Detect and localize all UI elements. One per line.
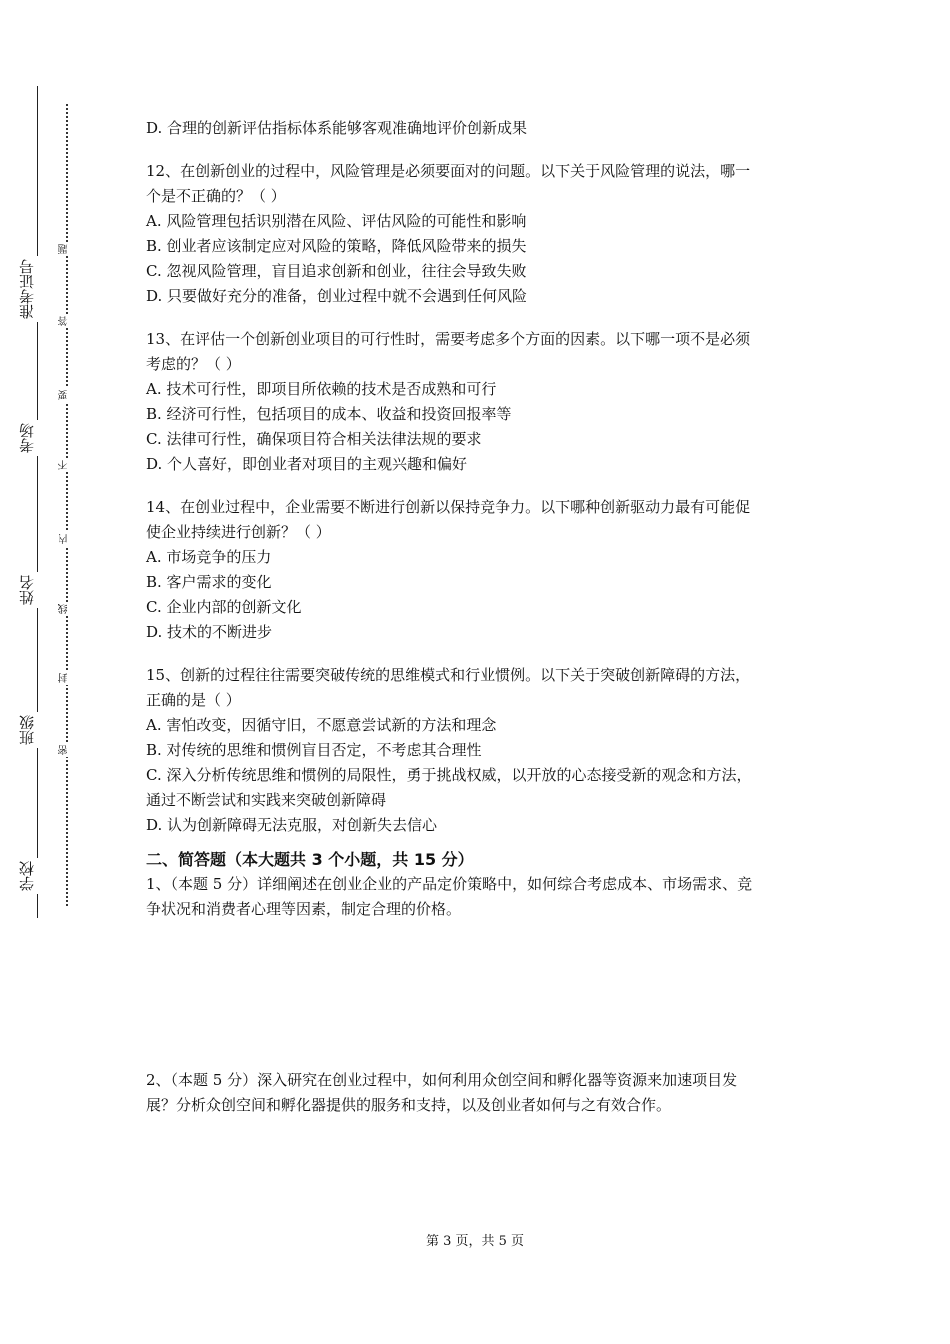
seal-char-ti: 题 <box>59 242 75 256</box>
option-a: A. 市场竞争的压力 <box>146 548 272 566</box>
option-c: C. 忽视风险管理，盲目追求创新和创业，往往会导致失败 <box>146 262 527 280</box>
question-stem: 正确的是（ ） <box>146 691 241 709</box>
option-a: A. 害怕改变，因循守旧，不愿意尝试新的方法和理念 <box>146 716 497 734</box>
question-11-tail <box>146 116 826 141</box>
option-b: B. 创业者应该制定应对风险的策略，降低风险带来的损失 <box>146 237 527 255</box>
margin-label-exam-room: 考场 <box>20 420 42 456</box>
option-c: C. 企业内部的创新文化 <box>146 598 302 616</box>
question-stem: 12、在创新创业的过程中，风险管理是必须要面对的问题。以下关于风险管理的说法，哪一 <box>146 162 751 180</box>
answer-space <box>146 922 826 1068</box>
option-a: A. 技术可行性，即项目所依赖的技术是否成熟和可行 <box>146 380 497 398</box>
question-stem: 展？分析众创空间和孵化器提供的服务和支持，以及创业者如何与之有效合作。 <box>146 1096 672 1114</box>
option-b: B. 经济可行性，包括项目的成本、收益和投资回报率等 <box>146 405 512 423</box>
question-stem: 使企业持续进行创新？（ ） <box>146 523 331 541</box>
question-12 <box>146 159 826 309</box>
seal-char-bu: 不 <box>59 458 75 472</box>
margin-label-name: 姓名 <box>20 572 42 608</box>
seal-char-feng: 封 <box>59 671 75 685</box>
seal-char-xian: 线 <box>59 602 75 616</box>
question-stem: 13、在评估一个创新创业项目的可行性时，需要考虑多个方面的因素。以下哪一项不是必须 <box>146 330 751 348</box>
question-stem: 争状况和消费者心理等因素，制定合理的价格。 <box>146 900 462 918</box>
exam-content <box>146 116 826 1118</box>
question-stem: 个是不正确的？（ ） <box>146 187 286 205</box>
option-c: C. 深入分析传统思维和惯例的局限性，勇于挑战权威，以开放的心态接受新的观念和方法， <box>146 766 752 784</box>
option-d: D. 认为创新障碍无法克服，对创新失去信心 <box>146 816 438 834</box>
question-stem: 14、在创业过程中，企业需要不断进行创新以保持竞争力。以下哪种创新驱动力最有可能促 <box>146 498 751 516</box>
option-b: B. 对传统的思维和惯例盲目否定，不考虑其合理性 <box>146 741 482 759</box>
question-14 <box>146 495 826 645</box>
seal-char-da: 答 <box>59 314 75 328</box>
option-d: D. 合理的创新评估指标体系能够客观准确地评价创新成果 <box>146 119 528 137</box>
option-d: D. 个人喜好，即创业者对项目的主观兴趣和偏好 <box>146 455 468 473</box>
margin-dotted-line <box>66 104 68 906</box>
option-d: D. 技术的不断进步 <box>146 623 273 641</box>
option-b: B. 客户需求的变化 <box>146 573 272 591</box>
short-answer-1 <box>146 872 826 922</box>
seal-char-mi: 密 <box>59 743 75 757</box>
margin-label-ticket-number: 准考证号 <box>20 256 42 322</box>
seal-char-yao: 要 <box>59 388 75 402</box>
question-stem: 2、（本题 5 分）深入研究在创业过程中，如何利用众创空间和孵化器等资源来加速项目发 <box>146 1071 738 1089</box>
question-15 <box>146 663 826 838</box>
margin-solid-line <box>37 86 38 918</box>
question-stem: 15、创新的过程往往需要突破传统的思维模式和行业惯例。以下关于突破创新障碍的方法， <box>146 666 751 684</box>
question-13 <box>146 327 826 477</box>
option-a: A. 风险管理包括识别潜在风险、评估风险的可能性和影响 <box>146 212 527 230</box>
short-answer-2 <box>146 1068 826 1118</box>
section-title-short-answer: 二、简答题（本大题共 3 个小题，共 15 分） <box>146 850 474 869</box>
question-stem: 1、（本题 5 分）详细阐述在创业企业的产品定价策略中，如何综合考虑成本、市场需求、竞 <box>146 875 753 893</box>
margin-label-school: 学校 <box>20 858 42 894</box>
page-footer: 第 3 页，共 5 页 <box>425 1234 525 1249</box>
option-c: C. 法律可行性，确保项目符合相关法律法规的要求 <box>146 430 482 448</box>
option-c-continued: 通过不断尝试和实践来突破创新障碍 <box>146 791 387 809</box>
seal-char-nei: 内 <box>59 532 75 546</box>
question-stem: 考虑的？（ ） <box>146 355 241 373</box>
margin-label-class: 班级 <box>20 712 42 748</box>
option-d: D. 只要做好充分的准备，创业过程中就不会遇到任何风险 <box>146 287 528 305</box>
